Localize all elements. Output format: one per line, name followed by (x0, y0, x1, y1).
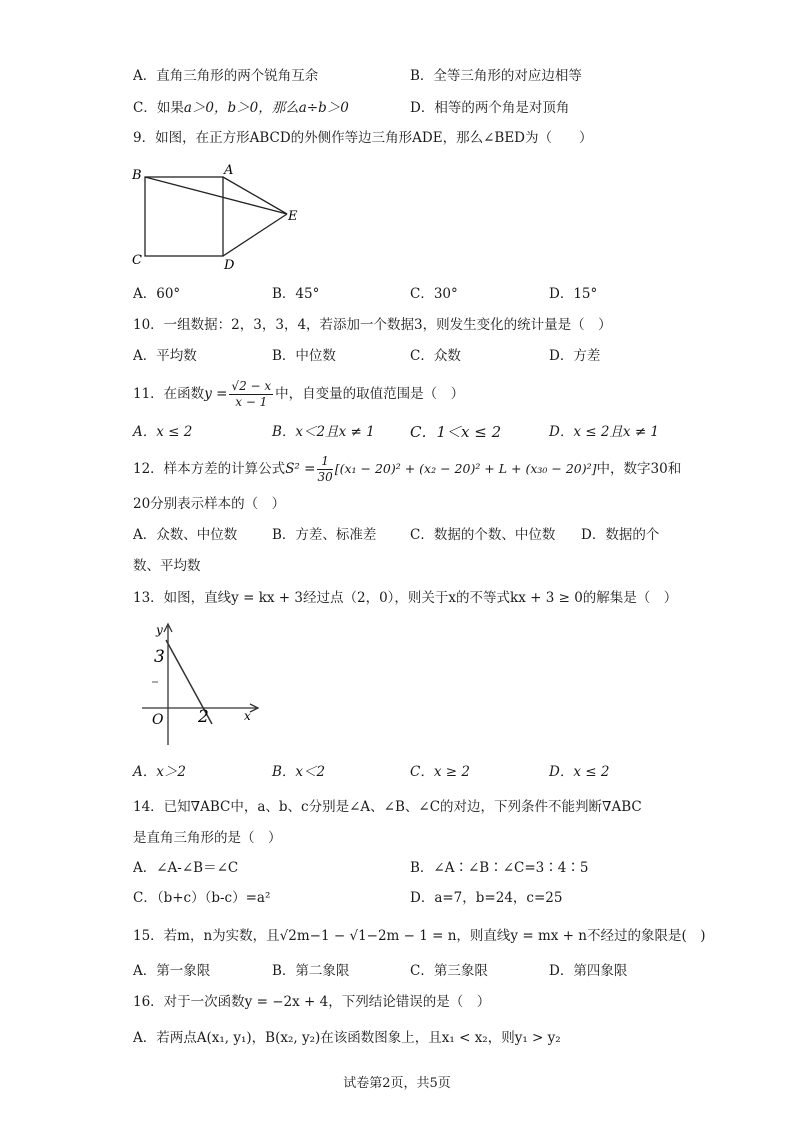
q14-line1: 14．已知∇ABC中，a、b、c分别是∠A、∠B、∠C的对边，下列条件不能判断∇ABC (133, 799, 642, 815)
q15-stem: 15．若m，n为实数，且√2m−1 − √1−2m − 1 = n，则直线y = mx + n不经过的象限是( ) (133, 928, 706, 944)
graph-label-y: y (156, 623, 163, 637)
page-footer: 试卷第2页，共5页 (343, 1076, 451, 1091)
q11-fraction (229, 379, 273, 410)
q8-option-b: B．全等三角形的对应边相等 (410, 68, 582, 84)
q14-option-d: D．a=7，b=24，c=25 (410, 890, 563, 906)
q9-figure (128, 160, 308, 275)
q8-option-c-prefix: C．如果 (133, 100, 184, 116)
q14-option-a: A．∠A-∠B＝∠C (133, 860, 239, 876)
q11-prefix: 11．在函数 (133, 386, 205, 402)
segment-ae (223, 177, 287, 214)
q12-formula: [(x₁ − 20)² + (x₂ − 20)² + L + (x₃₀ − 20)²] (334, 461, 597, 476)
q9-option-d: D．15° (549, 286, 598, 302)
q14-line2: 是直角三角形的是（ ） (133, 830, 282, 846)
q13-option-b: B．x＜2 (272, 764, 326, 780)
q13-graph (138, 620, 263, 750)
graph-label-3: 3 (154, 647, 165, 667)
q12-prefix: 12．样本方差的计算公式 (133, 461, 286, 477)
q11-option-b: B．x＜2且x ≠ 1 (272, 424, 375, 440)
q12-frac-num: 1 (317, 454, 332, 470)
q12-suffix: 中，数字30和 (596, 461, 682, 477)
q12-option-c: C．数据的个数、中位数 (410, 527, 556, 543)
q10-option-b: B．中位数 (272, 348, 336, 364)
q12-s2: S² = (285, 461, 316, 477)
q9-option-a: A．60° (133, 286, 181, 302)
label-c: C (132, 253, 142, 268)
q15-option-a: A．第一象限 (133, 963, 211, 979)
q12-option-d: D．数据的个 (581, 527, 660, 543)
q10-option-a: A．平均数 (133, 348, 197, 364)
q10-stem: 10．一组数据：2，3，3，4，若添加一个数据3，则发生变化的统计量是（ ） (133, 317, 612, 333)
q14-option-c: C．（b+c）（b-c）=a² (133, 890, 271, 906)
q13-option-a: A．x＞2 (133, 764, 186, 780)
label-e: E (288, 209, 298, 224)
label-b: B (132, 168, 142, 183)
q9-option-b: B．45° (272, 286, 320, 302)
label-d: D (224, 258, 235, 273)
q11-option-c: C．1＜x ≤ 2 (410, 423, 502, 441)
graph-label-x: x (244, 709, 251, 723)
q12-frac-den: 30 (317, 470, 333, 484)
q10-option-c: C．众数 (410, 348, 461, 364)
graph-label-o: O (152, 712, 164, 728)
q13-option-c: C．x ≥ 2 (410, 764, 470, 780)
q8-option-a: A．直角三角形的两个锐角互余 (133, 68, 319, 84)
q16-stem: 16．对于一次函数y = −2x + 4，下列结论错误的是（ ） (133, 994, 491, 1010)
q12-fraction (317, 454, 332, 485)
q15-option-d: D．第四象限 (549, 963, 628, 979)
label-a: A (224, 163, 234, 178)
q11-suffix: 中，自变量的取值范围是（ ） (275, 386, 465, 402)
q12-option-b: B．方差、标准差 (272, 527, 377, 543)
q11-denominator: x − 1 (235, 395, 268, 409)
q11-option-a: A．x ≤ 2 (133, 424, 193, 440)
q12-option-a: A．众数、中位数 (133, 527, 238, 543)
q16-option-a: A．若两点A(x₁, y₁)，B(x₂, y₂)在该函数图象上，且x₁ < x₂，则y₁ > y₂ (133, 1030, 561, 1046)
q11-numerator: √2 − x (231, 379, 272, 393)
q11-option-d: D．x ≤ 2且x ≠ 1 (549, 424, 660, 440)
q15-option-c: C．第三象限 (410, 963, 488, 979)
q9-stem: 9．如图，在正方形ABCD的外侧作等边三角形ADE，那么∠BED为（ ） (133, 130, 593, 146)
graph-label-2: 2 (198, 707, 209, 727)
q11-stem (133, 378, 464, 410)
q14-option-b: B．∠A∶∠B∶∠C=3∶4∶5 (410, 860, 589, 876)
q15-option-b: B．第二象限 (272, 963, 350, 979)
q9-option-c: C．30° (410, 286, 458, 302)
q8-option-c-math: a＞0，b＞0，那么a÷b＞0 (183, 100, 349, 116)
q11-y-eq: y = (204, 386, 228, 402)
q12-continuation: 数、平均数 (133, 558, 201, 574)
q10-option-d: D．方差 (549, 348, 601, 364)
segment-de (223, 214, 287, 256)
q13-stem: 13．如图，直线y = kx + 3经过点（2，0），则关于x的不等式kx + 3 ≥ 0的解集是（ ） (133, 590, 678, 606)
segment-be (145, 177, 287, 214)
q12-line2: 20分别表示样本的（ ） (133, 496, 286, 512)
q8-option-d: D．相等的两个角是对顶角 (410, 100, 570, 116)
q12-stem (133, 453, 681, 485)
q13-option-d: D．x ≤ 2 (549, 764, 610, 780)
q8-option-c (133, 98, 349, 118)
square-abcd (145, 177, 223, 256)
